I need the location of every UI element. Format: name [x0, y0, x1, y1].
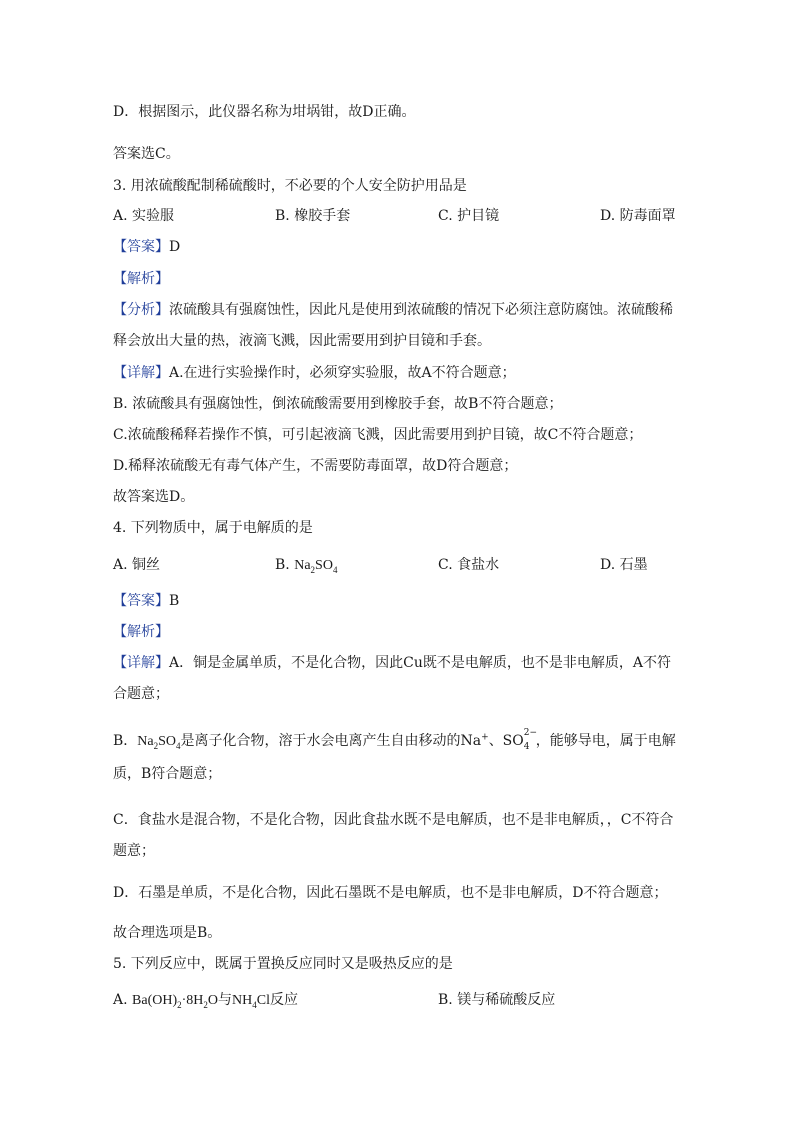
- text-line: 释会放出大量的热，液滴飞溅，因此需要用到护目镜和手套。: [113, 333, 491, 349]
- q4-analysis-tag: 【解析】: [113, 624, 169, 640]
- text-line: C．食盐水是混合物，不是化合物，因此食盐水既不是电解质，也不是非电解质，，C不符合: [113, 812, 674, 828]
- question-3: 3. 用浓硫酸配制稀硫酸时，不必要的个人安全防护用品是: [113, 178, 467, 194]
- q3-xiangjie: [113, 364, 516, 382]
- xiangjie-text: A.在进行实验操作时，必须穿实验服，故A不符合题意；: [169, 365, 516, 381]
- text-line: D.稀释浓硫酸无有毒气体产生，不需要防毒面罩，故D符合题意；: [113, 458, 518, 474]
- q3-option-a: A. 实验服: [113, 208, 175, 224]
- q4-option-d: D. 石墨: [600, 557, 648, 573]
- q4-xiangjie: [113, 654, 671, 672]
- question-4: 4. 下列物质中，属于电解质的是: [113, 520, 313, 536]
- answer-tag: 【答案】: [113, 239, 169, 255]
- text-line: 题意；: [113, 843, 155, 859]
- q4-answer: [113, 592, 179, 610]
- text-line: 故合理选项是B。: [113, 925, 222, 941]
- q4-b-line: B．$Na_2SO_4$是离子化合物，溶于水会电离产生自由移动的Na+、SO 2− 4 ，能够导电，属于电解: [113, 728, 676, 752]
- q3-answer: [113, 238, 180, 256]
- q5-option-a: A. $Ba(OH)_2\cdot 8H_2O$与$NH_4Cl$反应: [113, 992, 298, 1010]
- q3-analysis-tag: 【解析】: [113, 271, 169, 287]
- q4-option-b: B. $Na_2SO_4$: [275, 557, 338, 575]
- q3-fenxi: [113, 301, 673, 319]
- text-line: 答案选C。: [113, 146, 180, 162]
- answer-tag: 【答案】: [113, 593, 169, 609]
- text-line: 质，B符合题意；: [113, 766, 222, 782]
- xiangjie-tag: 【详解】: [113, 365, 169, 381]
- xiangjie-tag: 【详解】: [113, 655, 169, 671]
- text-line: 故答案选D。: [113, 489, 195, 505]
- text-line: B. 浓硫酸具有强腐蚀性，倒浓硫酸需要用到橡胶手套，故B不符合题意；: [113, 396, 563, 412]
- text-line: D．根据图示，此仪器名称为坩埚钳，故D正确。: [113, 104, 416, 120]
- q3-option-c: C. 护目镜: [438, 208, 500, 224]
- text-line: 合题意；: [113, 686, 169, 702]
- text-line: C.浓硫酸稀释若操作不慎，可引起液滴飞溅，因此需要用到护目镜，故C不符合题意；: [113, 427, 643, 443]
- q3-option-b: B. 橡胶手套: [275, 208, 351, 224]
- answer-value: D: [169, 239, 181, 255]
- q5-option-b: B. 镁与稀硫酸反应: [438, 992, 556, 1008]
- text-line: D．石墨是单质，不是化合物，因此石墨既不是电解质，也不是非电解质，D不符合题意；: [113, 885, 668, 901]
- q4-option-c: C. 食盐水: [438, 557, 500, 573]
- q3-option-d: D. 防毒面罩: [600, 208, 676, 224]
- fenxi-tag: 【分析】: [113, 302, 169, 318]
- fenxi-text: 浓硫酸具有强腐蚀性，因此凡是使用到浓硫酸的情况下必须注意防腐蚀。浓硫酸稀: [169, 302, 673, 318]
- xiangjie-text: A．铜是金属单质，不是化合物，因此Cu既不是电解质，也不是非电解质，A不符: [169, 655, 671, 671]
- question-5: 5. 下列反应中，既属于置换反应同时又是吸热反应的是: [113, 956, 453, 972]
- q4-option-a: A. 铜丝: [113, 557, 161, 573]
- answer-value: B: [169, 593, 180, 609]
